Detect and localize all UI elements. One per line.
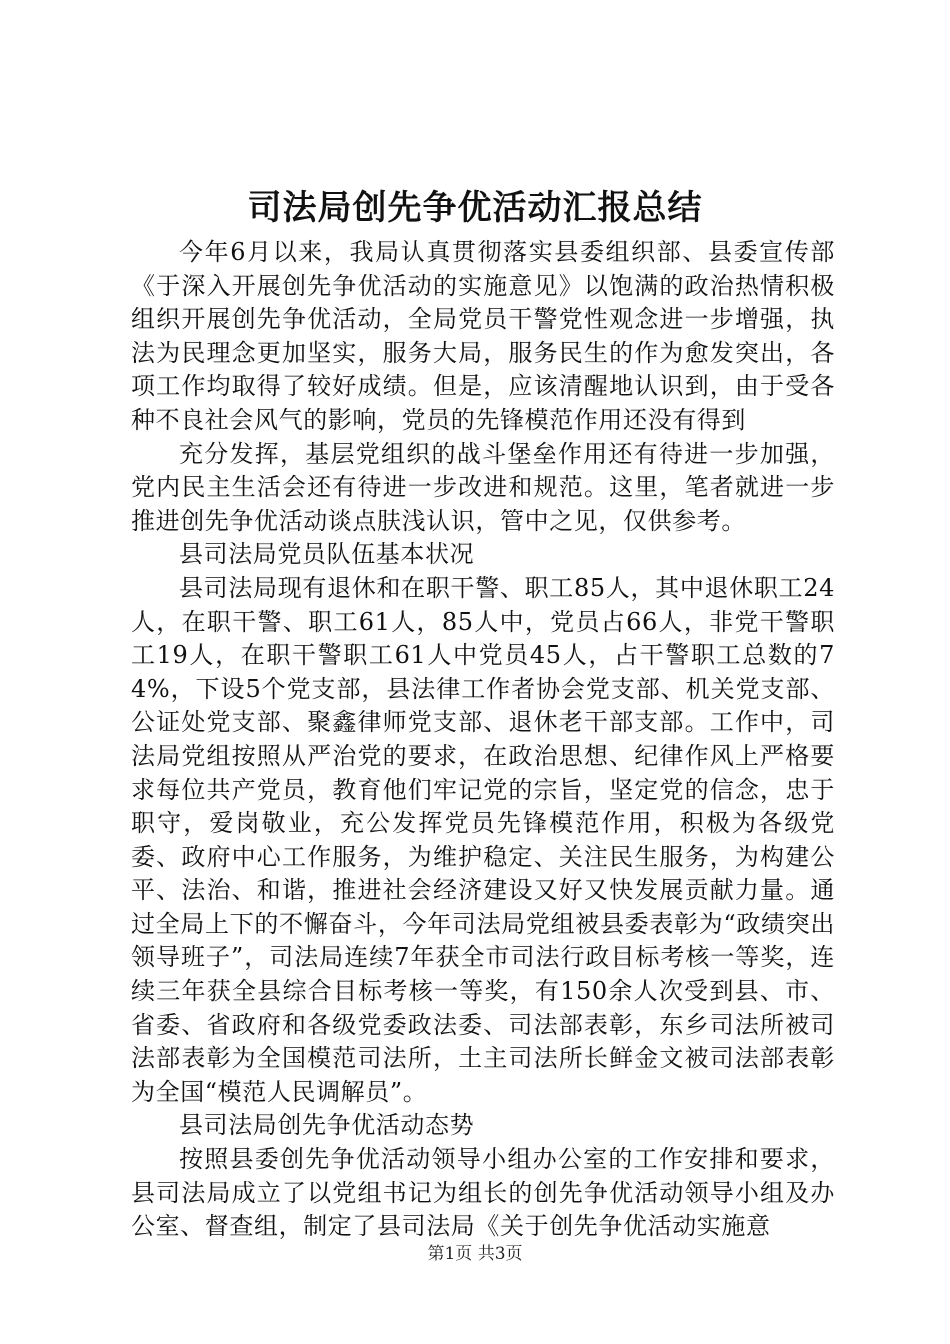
section-heading-party-members: 县司法局党员队伍基本状况 <box>179 540 475 569</box>
document-title: 司法局创先争优活动汇报总结 <box>247 188 703 228</box>
paragraph-party-members: 县司法局现有退休和在职干警、职工85人，其中退休职工24人，在职干警、职工61人，85人中，党员占66人，非党干警职工19人，在职干警职工61人中党员45人，占干警职工总数的74%，下设5个党支部，县法律工作者协会党支部、机关党支部、公证处党支部、聚鑫律师党支部、退休老干部支部。工作中，司法局党组按照从严治党的要求，在政治思想、纪律作风上严格要求每位共产党员，教育他们牢记党的宗旨，坚定党的信念，忠于职守，爱岗敬业，充公发挥党员先锋模范作用，积极为各级党委、政府中心工作服务，为维护稳定、关注民生服务，为构建公平、法治、和谐，推进社会经济建设又好又快发展贡献力量。通过全局上下的不懈奋斗，今年司法局党组被县委表彰为“政绩突出领导班子”，司法局连续7年获全市司法行政目标考核一等奖，连续三年获全县综合目标考核一等奖，有150余人次受到县、市、省委、省政府和各级党委政法委、司法部表彰，东乡司法所被司法部表彰为全国模范司法所，土主司法所长鲜金文被司法部表彰为全国“模范人民调解员”。 <box>131 573 835 1106</box>
section-heading-activity-status: 县司法局创先争优活动态势 <box>179 1111 475 1140</box>
paragraph-intro-continued: 充分发挥，基层党组织的战斗堡垒作用还有待进一步加强，党内民主生活会还有待进一步改进和规范。这里，笔者就进一步推进创先争优活动谈点肤浅认识，管中之见，仅供参考。 <box>131 439 835 535</box>
document-body <box>131 236 835 1244</box>
page-footer: 第1页 共3页 <box>427 1244 523 1264</box>
paragraph-activity-status: 按照县委创先争优活动领导小组办公室的工作安排和要求，县司法局成立了以党组书记为组长的创先争优活动领导小组及办公室、督查组，制定了县司法局《关于创先争优活动实施意 <box>131 1145 835 1241</box>
paragraph-intro: 今年6月以来，我局认真贯彻落实县委组织部、县委宣传部《于深入开展创先争优活动的实施意见》以饱满的政治热情积极组织开展创先争优活动，全局党员干警党性观念进一步增强，执法为民理念更加坚实，服务大局，服务民生的作为愈发突出，各项工作均取得了较好成绩。但是，应该清醒地认识到，由于受各种不良社会风气的影响，党员的先锋模范作用还没有得到 <box>131 238 835 434</box>
